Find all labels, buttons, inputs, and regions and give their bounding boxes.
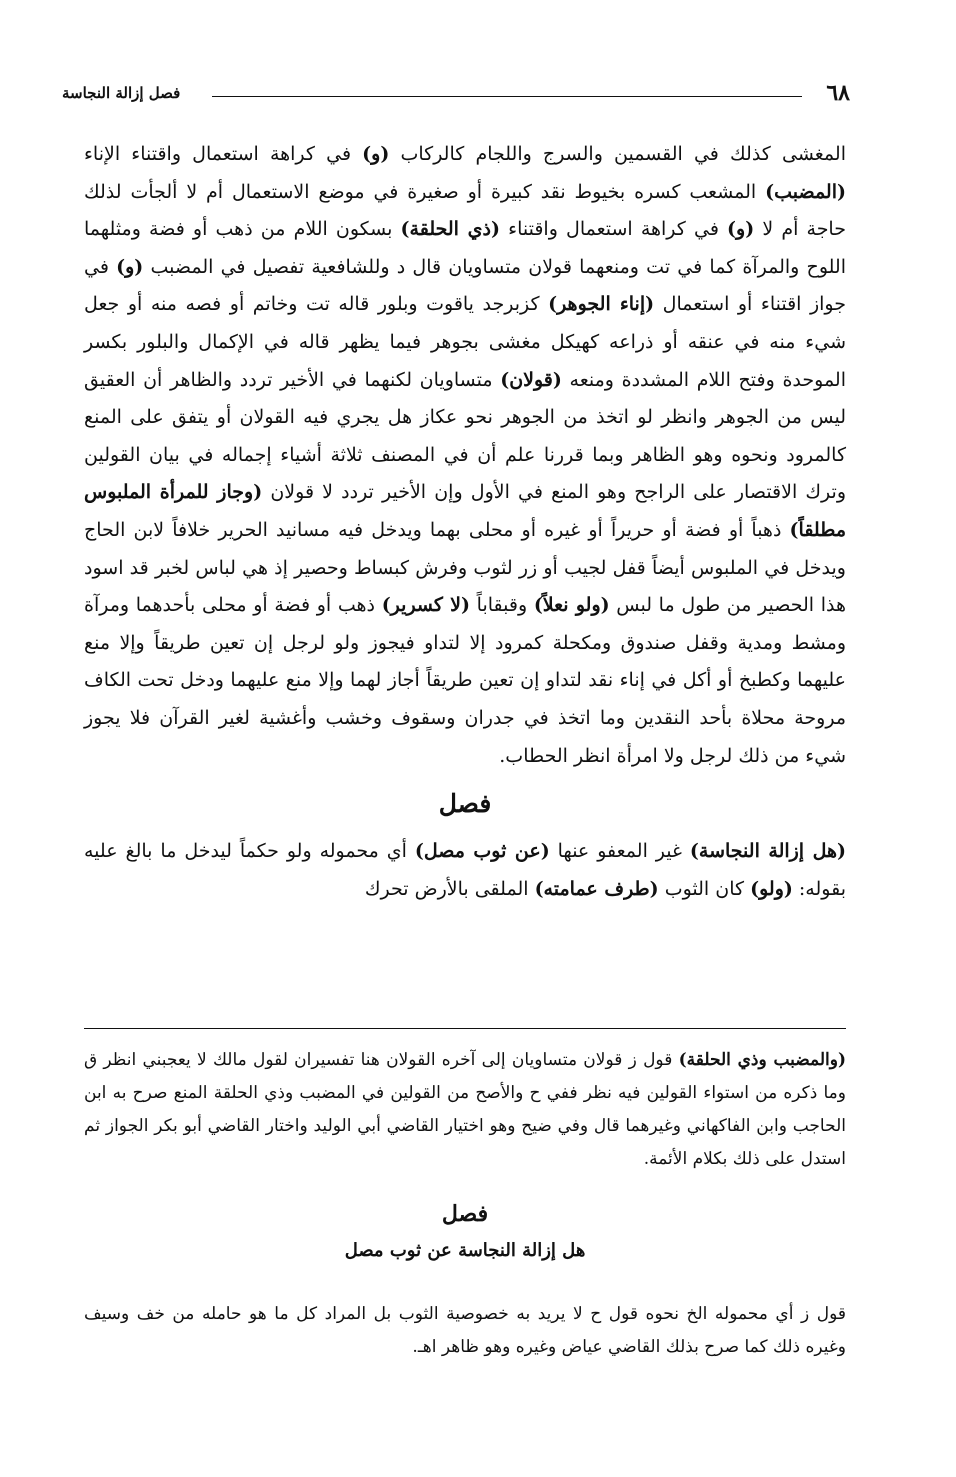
section-heading: فصل xyxy=(438,789,492,819)
text-run: ذهب أو فضة أو محلى بأحدهما ومرآة ومشط ومدية وقفل صندوق ومكحلة كمرود إلا لتداو فيجوز ولو لرجل إن تعين طريقاً وإلا منع عليهما وكطبخ أو أكل في إناء نقد لتداو إن تعين طريقاً أجاز لهما وإلا منع عليهما ودخل تحت الكاف مروحة محلاة بأحد النقدين وما اتخذ في جدران وسقوف وخشب وأغشية لغير القرآن فلا يجوز شيء من ذلك لرجل ولا امرأة انظر الحطاب. xyxy=(84,594,846,767)
bold-text-run: (طرف عمامته) xyxy=(534,877,659,900)
bold-text-run: (وجاز للمرأة الملبوس مطلقاً) xyxy=(84,481,846,541)
bold-text-run: (و) xyxy=(362,143,390,165)
footnote-2: قول ز أي محموله الخ نحوه قول ح لا يريد به خصوصية الثوب بل المراد كل ما هو حامله من خف وسيف وغيره ذلك كما صرح بذلك القاضي عياض وغيره وهو ظاهر اهـ. xyxy=(84,1304,846,1357)
footnote-section-heading: فصل xyxy=(441,1201,489,1227)
bold-text-run: (لا كسرير) xyxy=(381,594,470,617)
text-run: كزبرجد ياقوت وبلور قاله تت وخاتم أو فصه منه أو جعل شيء منه في عنقه أو ذراعه كهيكل مغشى بجوهر فيما يظهر قاله في الإكمال والبلور بكسر الموحدة وفتح اللام المشددة ومنعه xyxy=(84,293,846,391)
bold-text-run: (و) xyxy=(116,255,144,278)
main-text xyxy=(84,136,846,908)
text-run: الملقى بالأرض تحرك xyxy=(364,877,535,900)
text-run: غير المعفو عنها xyxy=(549,840,690,863)
footnotes xyxy=(84,1044,846,1364)
text-run: في جواز اقتناء أو استعمال xyxy=(84,255,846,316)
bold-text-run: (والمضبب وذي الحلقة) xyxy=(678,1050,846,1070)
footnote-1 xyxy=(84,1044,846,1176)
text-run: في كراهة استعمال واقتناء الإناء xyxy=(84,143,363,165)
bold-text-run: (ذي الحلقة) xyxy=(400,218,500,241)
main-paragraph-2 xyxy=(84,833,846,908)
running-title: فصل إزالة النجاسة xyxy=(62,84,181,102)
text-run: ذهباً أو فضة أو حريراً أو غيره أو محلى بهما ويدخل فيه مسانيد الحرير خلافاً لابن الحاج ويدخل في الملبوس أيضاً قفل لجيب أو زر لثوب وفرش كبساط وحصير إذ هي لباس لخبر قد اسود هذا الحصير من طول ما لبس xyxy=(84,518,846,617)
text-run: المغشى كذلك في القسمين والسرج واللجام كالركاب xyxy=(389,143,846,165)
text-run: بسكون اللام من ذهب أو فضة ومثلهما اللوح والمرآة كما في تت ومنعهما قولان متساويان قال د وللشافعية تفصيل في المضبب xyxy=(84,218,846,278)
header-rule xyxy=(212,96,802,97)
footnote-section-subtitle: هل إزالة النجاسة عن ثوب مصل xyxy=(344,1240,586,1261)
text-run: أي محموله ولو حكماً ليدخل ما بالغ عليه بقوله: xyxy=(84,840,846,900)
bold-text-run: (عن ثوب مصل) xyxy=(414,840,550,863)
text-run: المشعب كسره بخيوط نقد كبيرة أو صغيرة في موضع الاستعمال أم لا ألجأت لذلك حاجة أم لا xyxy=(84,180,846,241)
page-number: ٦٨ xyxy=(826,80,850,106)
footnote-divider xyxy=(84,1028,846,1029)
text-run: في كراهة استعمال واقتناء xyxy=(500,218,728,241)
bold-text-run: (إناء الجوهر) xyxy=(548,293,655,316)
bold-text-run: (ولو) xyxy=(750,877,793,900)
bold-text-run: (و) xyxy=(727,218,755,241)
text-run: كان الثوب xyxy=(658,877,751,900)
bold-text-run: (ولو نعلاً) xyxy=(533,594,610,617)
text-run: وقبقاباً xyxy=(470,594,534,617)
bold-text-run: (هل إزالة النجاسة) xyxy=(689,840,847,863)
text-run: قول ز قولان متساويان إلى آخره القولان هنا تفسيران لقول مالك لا يعجبني انظر ق وما ذكره من استواء القولين فيه نظر ففي ح والأصح من القولين في المضبب وذي الحلقة المنع صرح به ابن الحاجب وابن الفاكهاني وغيرهما قال وفي ضيح وهو اختيار القاضي أبي الوليد واختار القاضي أبو بكر الجواز ثم استدل على ذلك بكلام الأئمة. xyxy=(84,1050,846,1169)
bold-text-run: (قولان) xyxy=(500,368,562,391)
bold-text-run: (المضبب) xyxy=(765,180,846,203)
page-header xyxy=(62,78,850,108)
main-paragraph-1 xyxy=(84,136,846,775)
text-run: متساويان لكنهما في الأخير تردد والظاهر أن العقيق ليس من الجوهر وانظر لو اتخذ من الجوهر نحو عكاز هل يجري فيه القولان أو يتفق على المنع كالمرود ونحوه وهو الظاهر وبما قررنا علم أن في المصنف ثلاثة أشياء إجماله في بيان القولين وترك الاقتصار على الراجح وهو المنع في الأول وإن الأخير تردد لا قولان xyxy=(84,368,847,504)
